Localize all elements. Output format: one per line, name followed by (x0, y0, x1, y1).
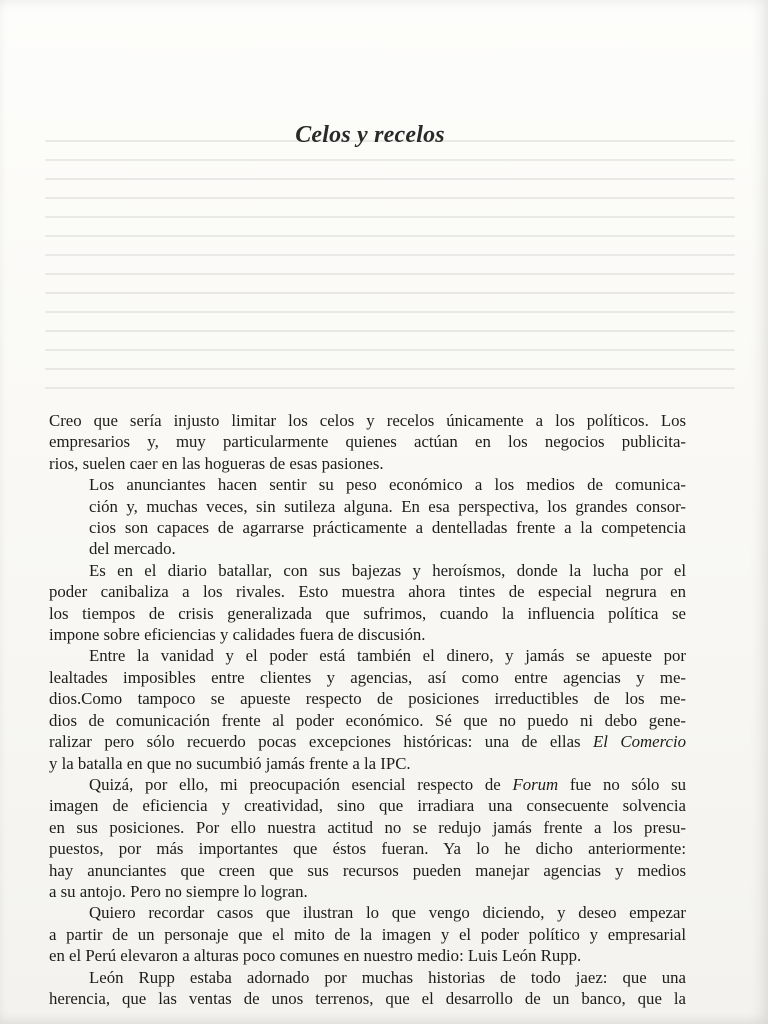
text-line: cios son capaces de agarrarse prácticamente a dentelladas frente a la competencia (89, 518, 686, 538)
text-line: lealtades imposibles entre clientes y agencias, así como entre agencias y me- (49, 667, 686, 687)
paragraph (49, 560, 686, 646)
text-line: empresarios y, muy particularmente quienes actúan en los negocios publicita- (49, 432, 686, 452)
text-line: Quiero recordar casos que ilustran lo que vengo diciendo, y deseo empezar (89, 903, 686, 923)
text-line-with-italic (49, 731, 686, 752)
text-line: impone sobre eficiencias y calidades fuera de discusión. (49, 625, 426, 645)
text-line-with-italic (49, 774, 686, 795)
text-fragment: Quizá, por ello, mi preocupación esencial respecto de (89, 774, 513, 794)
text-line: del mercado. (89, 539, 176, 559)
chapter-title: Celos y recelos (295, 122, 445, 148)
paragraph (49, 410, 686, 474)
agency-name: Forum (512, 774, 559, 794)
paragraph (49, 774, 686, 902)
text-line: en el Perú elevaron a alturas poco comunes en nuestro medio: Luis León Rupp. (49, 946, 582, 966)
text-line: Es en el diario batallar, con sus bajezas y heroísmos, donde la lucha por el (89, 560, 686, 580)
text-line: rios, suelen caer en las hogueras de esas pasiones. (49, 453, 384, 473)
text-line: imagen de eficiencia y creatividad, sino que irradiara una consecuente solvencia (49, 796, 686, 816)
text-fragment: ralizar pero sólo recuerdo pocas excepciones históricas: una de ellas (49, 732, 594, 752)
bleed-through-texture (45, 140, 735, 400)
newspaper-name: El Comercio (593, 732, 686, 752)
text-line: en sus posiciones. Por ello nuestra actitud no se redujo jamás frente a los presu- (49, 817, 686, 837)
text-fragment: fue no sólo su (558, 774, 686, 794)
paragraph (49, 645, 686, 773)
paragraph (49, 902, 686, 966)
text-line: Creo que sería injusto limitar los celos y recelos únicamente a los políticos. Los (49, 411, 686, 430)
text-line: Entre la vanidad y el poder está también el dinero, y jamás se apueste por (89, 646, 686, 666)
paragraph (49, 474, 686, 560)
text-line: Los anunciantes hacen sentir su peso económico a los medios de comunica- (89, 475, 686, 495)
text-line: dios.Como tampoco se apueste respecto de posiciones irreductibles de los me- (49, 689, 686, 709)
text-line: hay anunciantes que creen que sus recursos pueden manejar agencias y medios (49, 860, 686, 880)
paragraph (49, 967, 686, 1010)
text-line: poder canibaliza a los rivales. Esto muestra ahora tintes de especial negrura en (49, 582, 686, 602)
text-line: a partir de un personaje que el mito de la imagen y el poder político y empresarial (49, 924, 686, 944)
text-line: a su antojo. Pero no siempre lo logran. (49, 881, 308, 901)
text-line: puestos, por más importantes que éstos fueran. Ya lo he dicho anteriormente: (49, 839, 686, 859)
text-line: dios de comunicación frente al poder económico. Sé que no puedo ni debo gene- (49, 710, 686, 730)
text-line: León Rupp estaba adornado por muchas historias de todo jaez: que una (89, 967, 686, 987)
text-line: herencia, que las ventas de unos terrenos, que el desarrollo de un banco, que la (49, 988, 686, 1008)
text-line: ción y, muchas veces, sin sutileza alguna. En esa perspectiva, los grandes consor- (89, 496, 686, 516)
body-text (49, 410, 686, 1009)
text-line: y la batalla en que no sucumbió jamás frente a la IPC. (49, 753, 411, 773)
text-line: los tiempos de crisis generalizada que sufrimos, cuando la influencia política se (49, 603, 686, 623)
